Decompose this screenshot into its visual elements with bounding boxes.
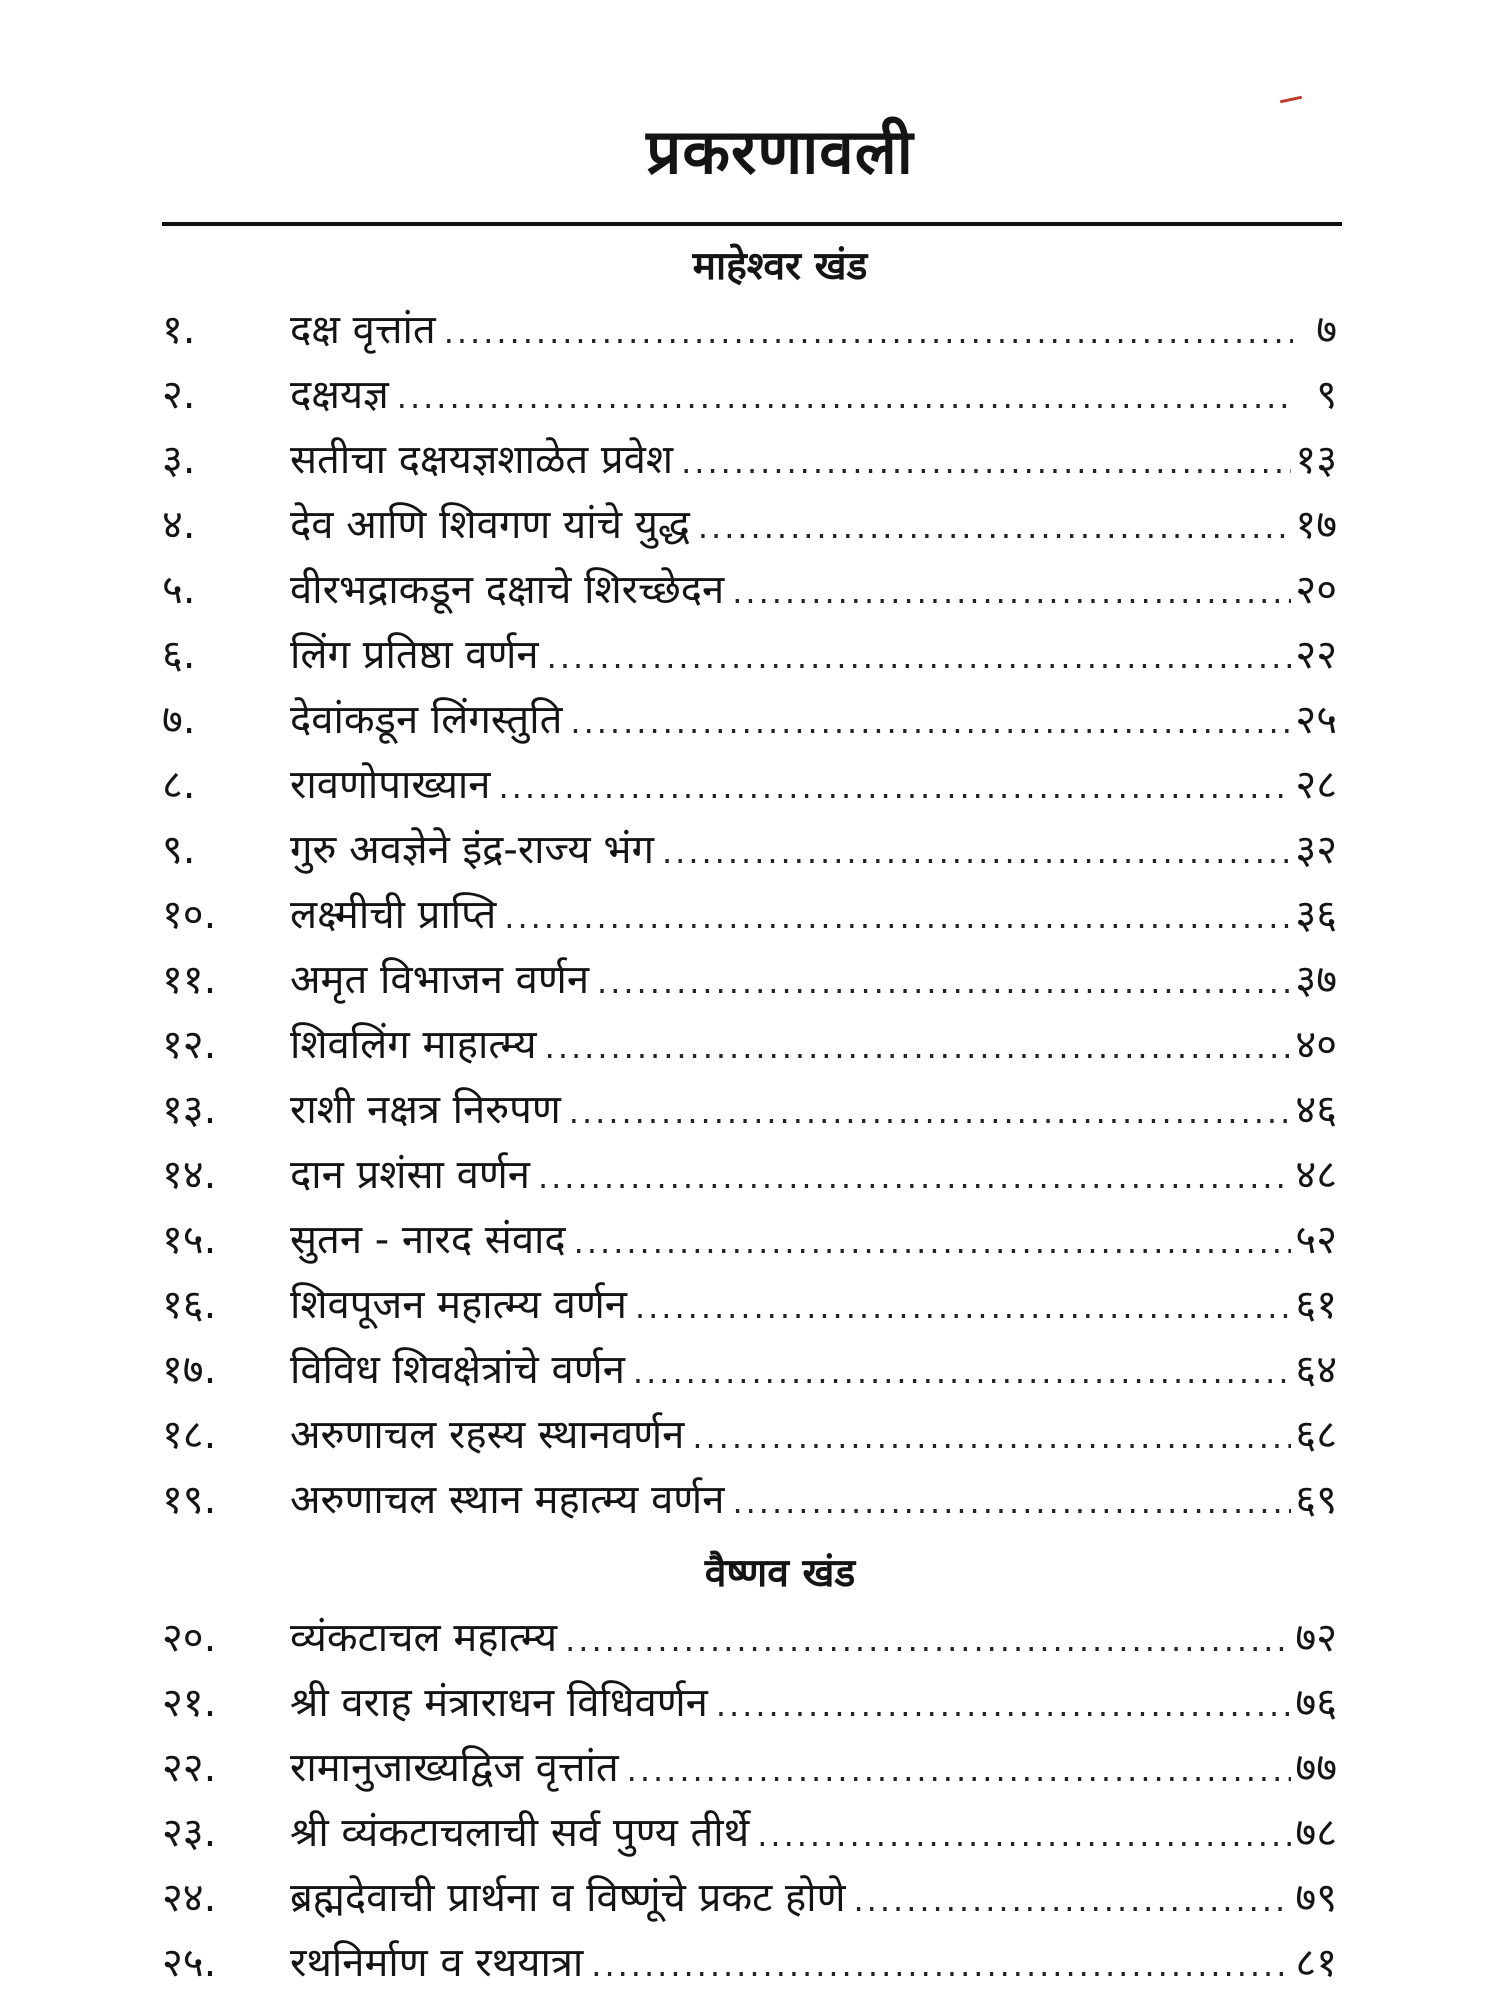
page-number: ८१	[1295, 1940, 1337, 1986]
dot-leader	[681, 432, 1291, 492]
toc-entry	[162, 625, 1337, 685]
chapter-number: ९.	[162, 827, 196, 873]
dot-leader	[692, 1407, 1291, 1467]
dot-leader	[569, 1082, 1292, 1142]
dot-leader	[591, 1935, 1291, 1995]
toc-entry	[162, 1210, 1337, 1270]
toc-entry	[162, 1933, 1337, 1993]
toc-entry	[162, 300, 1337, 360]
dot-leader	[627, 1740, 1292, 1800]
chapter-number: २४.	[162, 1875, 217, 1921]
chapter-title: सतीचा दक्षयज्ञशाळेत प्रवेश	[290, 437, 674, 483]
page-number: ६८	[1295, 1412, 1337, 1458]
chapter-title: अमृत विभाजन वर्णन	[290, 957, 590, 1003]
page-number: ४८	[1295, 1152, 1337, 1198]
dot-leader	[633, 1342, 1291, 1402]
page-number: १३	[1295, 437, 1337, 483]
chapter-number: ८.	[162, 762, 196, 808]
chapter-number: १४.	[162, 1152, 217, 1198]
chapter-number: २२.	[162, 1745, 217, 1791]
chapter-title: रथनिर्माण व रथयात्रा	[290, 1940, 584, 1986]
toc-entry	[162, 1803, 1337, 1863]
toc-entry	[162, 1405, 1337, 1465]
dot-leader	[698, 497, 1292, 557]
chapter-title: लक्ष्मीची प्राप्ति	[290, 892, 497, 938]
page-number: ३७	[1295, 957, 1337, 1003]
page-number: २२	[1295, 632, 1337, 678]
chapter-number: १८.	[162, 1412, 217, 1458]
chapter-title: राशी नक्षत्र निरुपण	[290, 1087, 561, 1133]
chapter-title: देव आणि शिवगण यांचे युद्ध	[290, 502, 690, 548]
page-number: ६९	[1295, 1477, 1337, 1523]
dot-leader	[574, 1212, 1292, 1272]
dot-leader	[716, 1675, 1292, 1735]
chapter-title: दान प्रशंसा वर्णन	[290, 1152, 530, 1198]
toc-entry	[162, 1080, 1337, 1140]
toc-entry	[162, 1868, 1337, 1928]
chapter-title: लिंग प्रतिष्ठा वर्णन	[290, 632, 539, 678]
page-number: ७२	[1295, 1615, 1337, 1661]
dot-leader	[397, 367, 1293, 427]
toc-entry	[162, 1470, 1337, 1530]
toc-entry	[162, 560, 1337, 620]
chapter-number: २.	[162, 372, 196, 418]
dot-leader	[732, 562, 1291, 622]
chapter-title: अरुणाचल स्थान महात्म्य वर्णन	[290, 1477, 725, 1523]
dot-leader	[854, 1870, 1292, 1930]
dot-leader	[565, 1610, 1291, 1670]
chapter-number: २०.	[162, 1615, 217, 1661]
page-number: ३२	[1295, 827, 1337, 873]
toc-entry	[162, 1738, 1337, 1798]
dot-leader	[597, 952, 1291, 1012]
chapter-title: देवांकडून लिंगस्तुति	[290, 697, 563, 743]
page-number: ४६	[1295, 1087, 1337, 1133]
dot-leader	[547, 627, 1292, 687]
toc-entry	[162, 1145, 1337, 1205]
toc-entry	[162, 1673, 1337, 1733]
chapter-number: १६.	[162, 1282, 217, 1328]
page-title: प्रकरणावली	[646, 115, 914, 188]
section-heading: माहेश्वर खंड	[692, 244, 868, 289]
chapter-title: श्री वराह मंत्राराधन विधिवर्णन	[290, 1680, 708, 1726]
page-number: ७९	[1295, 1875, 1337, 1921]
toc-entry	[162, 495, 1337, 555]
chapter-number: २५.	[162, 1940, 217, 1986]
chapter-title: विविध शिवक्षेत्रांचे वर्णन	[290, 1347, 625, 1393]
toc-entry	[162, 430, 1337, 490]
toc-entry	[162, 885, 1337, 945]
page-number: १७	[1295, 502, 1337, 548]
page-number: ५२	[1295, 1217, 1337, 1263]
chapter-title: शिवपूजन महात्म्य वर्णन	[290, 1282, 627, 1328]
chapter-title: दक्षयज्ञ	[290, 372, 389, 418]
chapter-number: १७.	[162, 1347, 217, 1393]
toc-entry	[162, 1275, 1337, 1335]
chapter-number: १.	[162, 307, 196, 353]
chapter-title: वीरभद्राकडून दक्षाचे शिरच्छेदन	[290, 567, 725, 613]
chapter-title: ब्रह्मदेवाची प्रार्थना व विष्णूंचे प्रकट होणे	[290, 1875, 846, 1921]
toc-entry	[162, 365, 1337, 425]
chapter-number: ६.	[162, 632, 196, 678]
dot-leader	[635, 1277, 1291, 1337]
toc-entry	[162, 755, 1337, 815]
page-number: २५	[1295, 697, 1337, 743]
chapter-title: शिवलिंग माहात्म्य	[290, 1022, 537, 1068]
chapter-number: १३.	[162, 1087, 217, 1133]
toc-entry	[162, 1015, 1337, 1075]
chapter-number: २३.	[162, 1810, 217, 1856]
page-number: ६४	[1295, 1347, 1337, 1393]
page-number: ७	[1316, 307, 1337, 353]
section-heading: वैष्णव खंड	[704, 1551, 856, 1596]
chapter-title: गुरु अवज्ञेने इंद्र-राज्य भंग	[290, 827, 654, 873]
chapter-number: १२.	[162, 1022, 217, 1068]
chapter-title: सुतन - नारद संवाद	[290, 1217, 566, 1263]
page-number: ९	[1316, 372, 1337, 418]
dot-leader	[662, 822, 1291, 882]
toc-entry	[162, 1608, 1337, 1668]
chapter-number: ७.	[162, 697, 196, 743]
ink-mark	[1280, 96, 1302, 104]
page-number: २०	[1295, 567, 1337, 613]
page-number: ४०	[1295, 1022, 1337, 1068]
page-number: ७८	[1295, 1810, 1337, 1856]
chapter-number: ५.	[162, 567, 196, 613]
page-number: ६१	[1295, 1282, 1337, 1328]
chapter-number: ११.	[162, 957, 217, 1003]
dot-leader	[498, 757, 1291, 817]
chapter-title: रावणोपाख्यान	[290, 762, 491, 808]
chapter-title: दक्ष वृत्तांत	[290, 307, 436, 353]
dot-leader	[570, 692, 1291, 752]
dot-leader	[732, 1472, 1291, 1532]
chapter-number: ४.	[162, 502, 196, 548]
dot-leader	[538, 1147, 1291, 1207]
dot-leader	[545, 1017, 1292, 1077]
dot-leader	[444, 302, 1293, 362]
chapter-number: १०.	[162, 892, 217, 938]
page-number: २८	[1295, 762, 1337, 808]
chapter-title: व्यंकटाचल महात्म्य	[290, 1615, 558, 1661]
title-divider	[162, 222, 1342, 226]
chapter-number: १९.	[162, 1477, 217, 1523]
page-number: ७६	[1295, 1680, 1337, 1726]
dot-leader	[504, 887, 1291, 947]
dot-leader	[757, 1805, 1291, 1865]
toc-entry	[162, 950, 1337, 1010]
chapter-number: २१.	[162, 1680, 217, 1726]
chapter-title: श्री व्यंकटाचलाची सर्व पुण्य तीर्थे	[290, 1810, 750, 1856]
chapter-title: अरुणाचल रहस्य स्थानवर्णन	[290, 1412, 685, 1458]
page-number: ३६	[1295, 892, 1337, 938]
chapter-title: रामानुजाख्यद्विज वृत्तांत	[290, 1745, 619, 1791]
toc-entry	[162, 820, 1337, 880]
chapter-number: ३.	[162, 437, 196, 483]
toc-entry	[162, 1340, 1337, 1400]
chapter-number: १५.	[162, 1217, 217, 1263]
page-number: ७७	[1295, 1745, 1337, 1791]
toc-entry	[162, 690, 1337, 750]
